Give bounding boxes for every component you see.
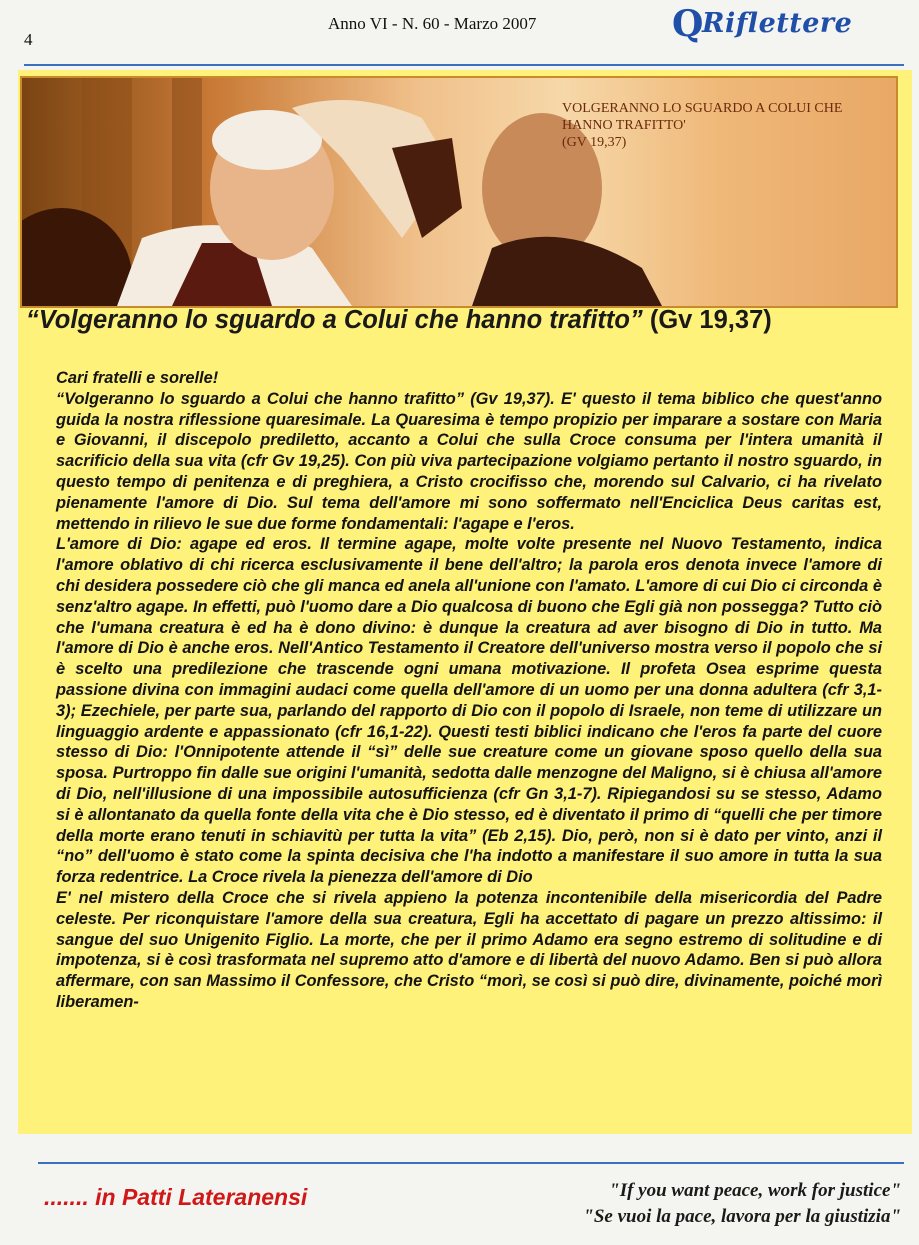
caption-reference: (GV 19,37) [562, 135, 627, 150]
top-divider [24, 64, 904, 66]
motto-english: "If you want peace, work for justice" [609, 1180, 901, 1201]
headline-reference: (Gv 19,37) [649, 306, 772, 334]
footer-motto [583, 1178, 901, 1230]
footer-section-label: ....... in Patti Lateranensi [44, 1184, 308, 1210]
header-photo [20, 76, 898, 308]
motto-italian: "Se vuoi la pace, lavora per la giustizia" [583, 1206, 901, 1227]
article-headline [26, 306, 896, 335]
caption-text: VOLGERANNO LO SGUARDO A COLUI CHE HANNO TRAFITTO' [562, 101, 843, 133]
masthead-title: Riflettere [702, 8, 853, 39]
salutation: Cari fratelli e sorelle! [56, 369, 219, 387]
bottom-divider [38, 1162, 904, 1164]
issue-info: Anno VI - N. 60 - Marzo 2007 [328, 14, 537, 33]
article-body [56, 368, 882, 1013]
article-paragraph: “Volgeranno lo sguardo a Colui che hanno trafitto” (Gv 19,37). E' questo il tema biblico che quest'anno guida la nostra riflessione quaresimale. La Quaresima è tempo propizio per imparare a sostare con Maria e Giovanni, il discepolo prediletto, accanto a Colui che sulla Croce consuma per l'intera umanità il sacrificio della sua vita (cfr Gv 19,25). Con più viva partecipazione volgiamo pertanto il nostro sguardo, in questo tempo di penitenza e di preghiera, a Cristo crocifisso che, morendo sul Calvario, ci ha rivelato pienamente l'amore di Dio. Sul tema dell'amore mi sono soffermato nell'Enciclica Deus caritas est, mettendo in rilievo le sue due forme fondamentali: l'agape e l'eros. [56, 389, 882, 533]
photo-caption [562, 100, 892, 151]
masthead-logo [672, 4, 908, 44]
page-number: 4 [24, 30, 33, 49]
headline-text: “Volgeranno lo sguardo a Colui che hanno trafitto” [26, 306, 643, 334]
article-paragraph: E' nel mistero della Croce che si rivela appieno la potenza incontenibile della misericordia del Padre celeste. Per riconquistare l'amore della sua creatura, Egli ha accettato di pagare un prezzo altissimo: il sangue del suo Unigenito Figlio. La morte, che per il primo Adamo era segno estremo di solitudine e di impotenza, si è così trasformata nel supremo atto d'amore e di libertà del nuovo Adamo. Ben si può allora affermare, con san Massimo il Confessore, che Cristo “morì, se così si può dire, divinamente, poiché morì liberamen- [56, 888, 882, 1011]
logo-mark-icon: Q [672, 3, 704, 45]
article-paragraph: L'amore di Dio: agape ed eros. Il termine agape, molte volte presente nel Nuovo Testamento, indica l'amore oblativo di chi ricerca esclusivamente il bene dell'altro; la parola eros denota invece l'amore di chi desidera possedere ciò che gli manca ed anela all'unione con l'amato. L'amore di cui Dio ci circonda è senz'altro agape. In effetti, può l'uomo dare a Dio qualcosa di buono che Egli già non possegga? Tutto ciò che l'umana creatura è ed ha è dono divino: è dunque la creatura ad aver bisogno di Dio in tutto. Ma l'amore di Dio è anche eros. Nell'Antico Testamento il Creatore dell'universo mostra verso il popolo che si è scelto una predilezione che trascende ogni umana motivazione. Il profeta Osea esprime questa passione divina con immagini audaci come quella dell'amore di un uomo per una donna adultera (cfr 3,1-3); Ezechiele, per parte sua, parlando del rapporto di Dio con il popolo di Israele, non teme di utilizzare un linguaggio ardente e appassionato (cfr 16,1-22). Questi testi biblici indicano che l'eros fa parte del cuore stesso di Dio: l'Onnipotente attende il “sì” delle sue creature come un giovane sposo quello della sua sposa. Purtroppo fin dalle sue origini l'umanità, sedotta dalle menzogne del Maligno, si è chiusa all'amore di Dio, nell'illusione di una impossibile autosufficienza (cfr Gn 3,1-7). Ripiegandosi su se stesso, Adamo si è allontanato da quella fonte della vita che è Dio stesso, ed è diventato il primo di “quelli che per timore della morte erano tenuti in schiavitù per tutta la vita” (Eb 2,15). Dio, però, non si è dato per vinto, anzi il “no” dell'uomo è stato come la spinta decisiva che l'ha indotto a manifestare il suo amore in tutta la sua forza redentrice. La Croce rivela la pienezza dell'amore di Dio [56, 535, 882, 887]
